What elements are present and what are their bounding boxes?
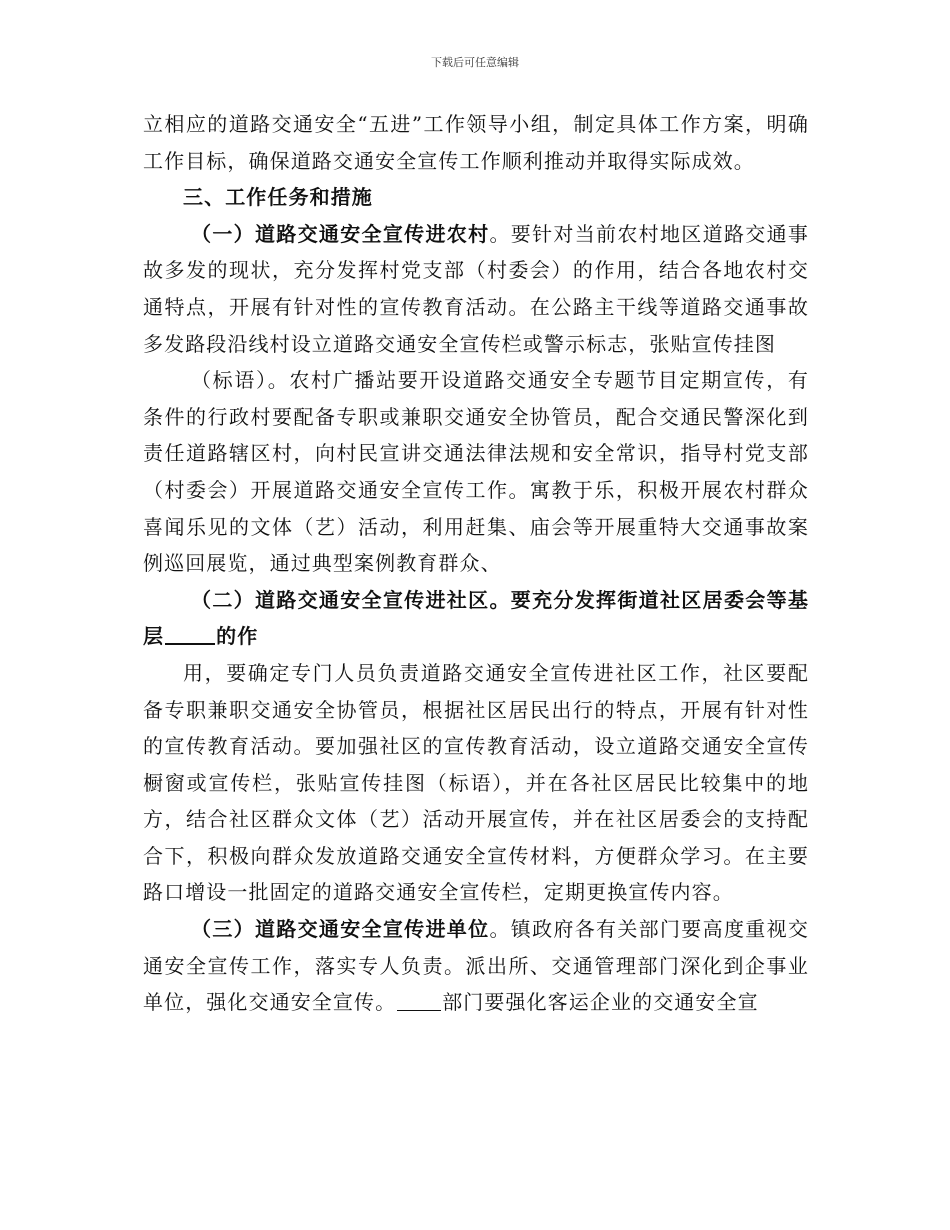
item-2-title-b: 的作: [216, 624, 259, 649]
item-3-title: （三）道路交通安全宣传进单位: [191, 917, 490, 942]
page-header-note: 下载后可任意编辑: [431, 56, 519, 69]
document-body: [143, 106, 809, 1021]
paragraph-item-1-continued: （标语）。农村广播站要开设道路交通安全专题节目定期宣传，有条件的行政村要配备专职或兼职交通安全协管员，配合交通民警深化到责任道路辖区村，向村民宣讲交通法律法规和安全常识，指导村党支部（村委会）开展道路交通安全宣传工作。寓教于乐，积极开展农村群众喜闻乐见的文体（艺）活动，利用赶集、庙会等开展重特大交通事故案例巡回展览，通过典型案例教育群众、: [143, 368, 809, 576]
paragraph-item-2-text: 用，要确定专门人员负责道路交通安全宣传进社区工作，社区要配备专职兼职交通安全协管员，根据社区居民出行的特点，开展有针对性的宣传教育活动。要加强社区的宣传教育活动，设立道路交通安全宣传橱窗或宣传栏，张贴宣传挂图（标语），并在各社区居民比较集中的地方，结合社区群众文体（艺）活动开展宣传，并在社区居委会的支持配合下，积极向群众发放道路交通安全宣传材料，方便群众学习。在主要路口增设一批固定的道路交通安全宣传栏，定期更换宣传内容。: [143, 660, 809, 905]
item-1-title: （一）道路交通安全宣传进农村: [191, 221, 490, 246]
fill-blank: [397, 988, 441, 1011]
section-heading: 三、工作任务和措施: [183, 185, 373, 210]
paragraph-item-2-title: [143, 582, 809, 655]
paragraph-item-1: [143, 216, 809, 362]
paragraph-intro: 立相应的道路交通安全“五进”工作领导小组，制定具体工作方案，明确工作目标，确保道路交通安全宣传工作顺利推动并取得实际成效。: [143, 112, 809, 173]
paragraph-item-3: [143, 911, 809, 1021]
item-2-title-a: （二）道路交通安全宣传进社区。要充分发挥街道社区居委会等基层: [143, 587, 809, 649]
item-3-text-b: 部门要强化客运企业的交通安全宣: [442, 990, 759, 1015]
fill-blank: [165, 621, 215, 645]
item-1-text: 。要针对当前农村地区道路交通事故多发的现状，充分发挥村党支部（村委会）的作用，结合各地农村交通特点，开展有针对性的宣传教育活动。在公路主干线等道路交通事故多发路段沿线村设立道路交通安全宣传栏或警示标志，张贴宣传挂图: [143, 221, 809, 356]
item-3-text-a: 。镇政府各有关部门要高度重视交通安全宣传工作，落实专人负责。派出所、交通管理部门深化到企事业单位，强化交通安全宣传。: [143, 917, 809, 1015]
